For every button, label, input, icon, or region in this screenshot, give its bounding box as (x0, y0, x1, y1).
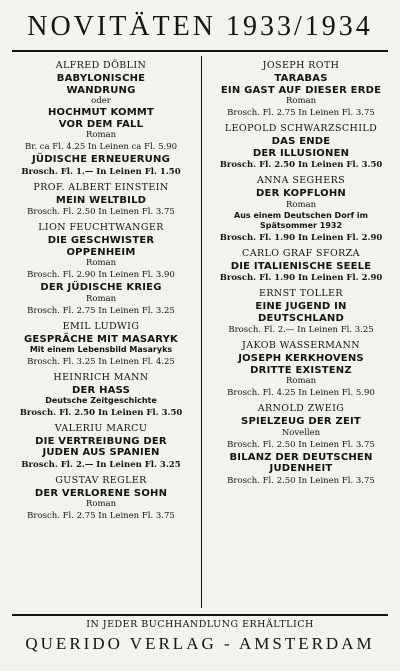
book-title: DER JÜDISCHE KRIEG (40, 282, 162, 293)
book-listing (206, 301, 396, 336)
book-title: DAS ENDE (271, 136, 331, 147)
book-detail: Roman (285, 376, 317, 386)
column-divider (201, 56, 202, 608)
book-price: Brosch. Fl. 2.75 In Leinen Fl. 3.75 (27, 511, 175, 521)
book-detail: Spätsommer 1932 (259, 221, 343, 230)
book-detail: Roman (85, 258, 117, 268)
book-title: JOSEPH KERKHOVENS (238, 353, 364, 364)
book-title: EIN GAST AUF DIESER ERDE (220, 84, 382, 96)
book-listing (206, 188, 396, 244)
book-detail: Novellen (281, 427, 321, 438)
book-detail: Mit einem Lebensbild Masaryks (29, 345, 173, 354)
book-detail: Roman (285, 96, 317, 106)
book-title: GESPRÄCHE MIT MASARYK (24, 333, 178, 345)
book-price: Brosch. Fl. 2.75 In Leinen Fl. 3.25 (27, 305, 175, 316)
book-detail: Roman (85, 293, 117, 304)
author-entry (6, 321, 196, 368)
book-title: DIE VERTREIBUNG DER (35, 435, 167, 447)
book-price: Brosch. Fl. 2.50 In Leinen Fl. 3.75 (27, 207, 175, 217)
book-detail: Roman (85, 130, 117, 140)
author-name: GUSTAV REGLER (55, 474, 147, 486)
book-listing (206, 416, 396, 451)
book-title: DRITTE EXISTENZ (250, 364, 352, 376)
book-title: JUDENHEIT (269, 463, 333, 474)
publisher-name: QUERIDO VERLAG - AMSTERDAM (25, 634, 375, 653)
book-listing (6, 282, 196, 317)
book-title: DIE GESCHWISTER (47, 235, 155, 246)
author-name: PROF. ALBERT EINSTEIN (33, 181, 169, 193)
book-title: DER ILLUSIONEN (252, 147, 350, 159)
book-listing (206, 73, 396, 119)
author-entry (6, 423, 196, 471)
book-listing (6, 73, 196, 153)
book-title: BILANZ DER DEUTSCHEN (229, 451, 373, 463)
book-listing (6, 385, 196, 419)
book-detail: Roman (85, 499, 117, 509)
bottom-rule (12, 614, 388, 616)
author-name: LION FEUCHTWANGER (38, 222, 164, 233)
book-detail: oder (91, 96, 111, 106)
book-title: WANDRUNG (66, 84, 136, 96)
author-entry (6, 60, 196, 178)
author-name: ARNOLD ZWEIG (257, 403, 345, 414)
book-title: JÜDISCHE ERNEUERUNG (32, 154, 170, 165)
author-entry (6, 475, 196, 523)
book-title: TARABAS (274, 73, 328, 84)
book-detail: Roman (285, 199, 317, 210)
book-price: Brosch. Fl. 1.— In Leinen Fl. 1.50 (21, 166, 181, 177)
author-entry (206, 248, 396, 285)
book-price: Brosch. Fl. 2.50 In Leinen Fl. 3.50 (219, 160, 383, 170)
book-title: BABYLONISCHE (56, 73, 146, 84)
book-listing (6, 436, 196, 471)
author-entry (206, 175, 396, 244)
book-price: Br. ca Fl. 4.25 In Leinen ca Fl. 5.90 (24, 142, 178, 152)
author-name: ALFRED DÖBLIN (55, 60, 147, 71)
book-title: DER KOPFLOHN (256, 188, 346, 199)
book-price: Brosch. Fl. 4.25 In Leinen Fl. 5.90 (227, 388, 375, 398)
author-entry (206, 403, 396, 487)
book-title: DEUTSCHLAND (258, 312, 344, 324)
book-listing (6, 235, 196, 281)
book-price: Brosch. Fl. 2.75 In Leinen Fl. 3.75 (227, 108, 375, 118)
book-listing (206, 136, 396, 171)
book-title: HOCHMUT KOMMT (47, 107, 155, 118)
book-title: DIE ITALIENISCHE SEELE (230, 260, 372, 272)
book-price: Brosch. Fl. 2.50 In Leinen Fl. 3.75 (227, 439, 375, 450)
author-entry (6, 182, 196, 219)
author-name: HEINRICH MANN (53, 371, 149, 383)
author-entry (206, 288, 396, 336)
book-title: MEIN WELTBILD (55, 194, 147, 206)
availability-note: IN JEDER BUCHHANDLUNG ERHÄLTLICH (86, 619, 314, 630)
author-entry (6, 222, 196, 317)
author-name: EMIL LUDWIG (62, 320, 140, 332)
book-price: Brosch. Fl. 2.50 In Leinen Fl. 3.75 (227, 475, 375, 486)
author-name: LEOPOLD SCHWARZSCHILD (224, 123, 378, 134)
book-price: Brosch. Fl. 2.— In Leinen Fl. 3.25 (21, 459, 181, 470)
book-listing (206, 261, 396, 285)
author-entry (6, 372, 196, 419)
book-title: SPIELZEUG DER ZEIT (241, 416, 361, 427)
author-name: JAKOB WASSERMANN (241, 340, 360, 351)
author-name: ERNST TOLLER (259, 288, 343, 299)
book-listing (6, 488, 196, 523)
top-rule (12, 50, 388, 52)
book-price: Brosch. Fl. 2.50 In Leinen Fl. 3.50 (19, 407, 183, 418)
book-title: DER VERLORENE SOHN (34, 487, 168, 499)
book-title: VOR DEM FALL (58, 118, 144, 130)
book-listing (6, 154, 196, 178)
left-column (6, 56, 196, 522)
author-name: JOSEPH ROTH (262, 60, 340, 71)
author-entry (206, 60, 396, 119)
author-entry (206, 123, 396, 171)
author-name: ANNA SEGHERS (256, 175, 346, 186)
book-listing (206, 353, 396, 399)
author-name: CARLO GRAF SFORZA (242, 247, 360, 259)
book-price: Brosch. Fl. 1.90 In Leinen Fl. 2.90 (219, 273, 383, 283)
author-entry (206, 340, 396, 399)
author-name: VALERIU MARCU (54, 422, 148, 434)
book-detail: Aus einem Deutschen Dorf im (234, 210, 368, 220)
book-listing (6, 334, 196, 368)
right-column (206, 56, 396, 487)
book-title: OPPENHEIM (66, 246, 136, 258)
book-listing (206, 452, 396, 487)
book-title: DER HASS (72, 384, 130, 396)
book-price: Brosch. Fl. 3.25 In Leinen Fl. 4.25 (27, 356, 175, 367)
book-price: Brosch. Fl. 2.90 In Leinen Fl. 3.90 (27, 270, 175, 280)
book-detail: Deutsche Zeitgeschichte (45, 396, 157, 405)
book-price: Brosch. Fl. 1.90 In Leinen Fl. 2.90 (219, 232, 383, 243)
page-title: NOVITÄTEN 1933/1934 (27, 11, 373, 42)
book-listing (6, 195, 196, 219)
book-price: Brosch. Fl. 2.— In Leinen Fl. 3.25 (228, 325, 374, 335)
book-title: EINE JUGEND IN (255, 301, 347, 312)
book-title: JUDEN AUS SPANIEN (42, 447, 160, 458)
